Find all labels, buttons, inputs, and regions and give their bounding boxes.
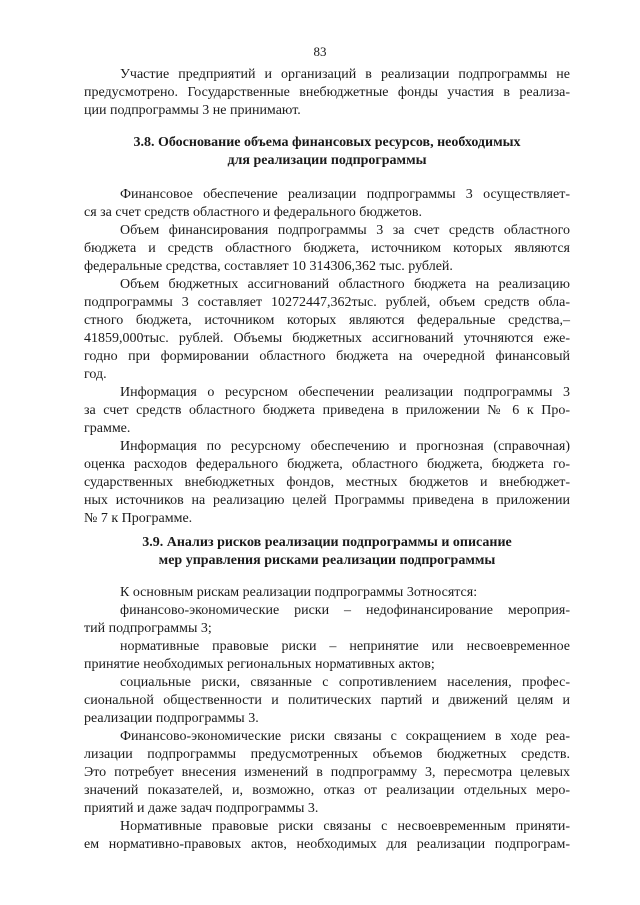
text-line: Информация о ресурсном обеспечении реализации подпрограммы 3 xyxy=(120,385,570,400)
paragraph-financing xyxy=(84,186,570,222)
text-line: лизации подпрограммы предусмотренных объемов бюджетных средств. xyxy=(84,747,570,762)
text-line: грамме. xyxy=(84,421,131,436)
page-number: 83 xyxy=(313,44,327,59)
text-line: Это потребует внесения изменений в подпрограмму 3, пересмотра целевых xyxy=(84,765,570,780)
paragraph-legal-risks xyxy=(84,638,570,674)
text-line: предусмотрено. Государственные внебюджетные фонды участия в реализа- xyxy=(84,85,570,100)
text-line: 41859,000тыс. рублей. Объемы бюджетных ассигнований уточняются еже- xyxy=(84,331,570,346)
text-line: сиональной общественности и политических партий и движений целям и xyxy=(84,693,570,708)
paragraph-financing-volume xyxy=(84,222,570,276)
text-line: К основным рискам реализации подпрограммы 3относятся: xyxy=(120,585,478,600)
heading-line: мер управления рисками реализации подпрограммы xyxy=(158,553,496,568)
text-line: подпрограммы 3 составляет 10272447,362тыс. рублей, объем средств обла- xyxy=(84,295,570,310)
text-line: Информация по ресурсному обеспечению и прогнозная (справочная) xyxy=(120,439,570,454)
heading-line: 3.8. Обоснование объема финансовых ресурсов, необходимых xyxy=(133,135,521,150)
text-line: принятие необходимых региональных нормативных актов; xyxy=(84,657,435,672)
heading-line: для реализации подпрограммы xyxy=(227,153,427,168)
text-line: финансово-экономические риски – недофинансирование мероприя- xyxy=(120,603,570,618)
text-line: нормативные правовые риски – непринятие или несвоевременное xyxy=(120,639,570,654)
text-line: реализации подпрограммы 3. xyxy=(84,711,259,726)
paragraph-forecast-info xyxy=(84,438,570,528)
paragraph-social-risks xyxy=(84,674,570,728)
text-line: значений показателей, и, возможно, отказ от реализации отдельных меро- xyxy=(84,783,570,798)
paragraph-participation xyxy=(84,66,570,120)
text-line: сударственных внебюджетных фондов, местных бюджетов и внебюджет- xyxy=(84,475,570,490)
paragraph-main-risks xyxy=(84,584,570,602)
text-line: приятий и даже задач подпрограммы 3. xyxy=(84,801,319,816)
paragraph-financial-risks-detail xyxy=(84,728,570,818)
text-line: Участие предприятий и организаций в реализации подпрограммы не xyxy=(120,67,570,82)
heading-line: 3.9. Анализ рисков реализации подпрограммы и описание xyxy=(142,535,512,550)
text-line: Финансовое обеспечение реализации подпрограммы 3 осуществляет- xyxy=(120,187,570,202)
text-line: № 7 к Программе. xyxy=(84,511,193,526)
text-line: ных источников на реализацию целей Программы приведена в приложении xyxy=(84,493,570,508)
text-line: год. xyxy=(84,367,107,382)
text-line: ем нормативно-правовых актов, необходимых для реализации подпрограм- xyxy=(84,837,570,852)
section-heading-3-9 xyxy=(84,534,570,570)
text-line: тий подпрограммы 3; xyxy=(84,621,212,636)
text-line: Финансово-экономические риски связаны с сокращением в ходе реа- xyxy=(120,729,570,744)
text-line: бюджета и средств областного бюджета, источником которых являются xyxy=(84,241,570,256)
text-line: за счет средств областного бюджета приведена в приложении № 6 к Про- xyxy=(84,403,570,418)
paragraph-budget-allocations xyxy=(84,276,570,384)
text-line: оценка расходов федерального бюджета, областного бюджета, бюджета го- xyxy=(84,457,570,472)
text-line: федеральные средства, составляет 10 314306,362 тыс. рублей. xyxy=(84,259,453,274)
text-line: ся за счет средств областного и федерального бюджетов. xyxy=(84,205,422,220)
text-line: Нормативные правовые риски связаны с несвоевременным приняти- xyxy=(120,819,570,834)
text-line: Объем бюджетных ассигнований областного бюджета на реализацию xyxy=(120,277,570,292)
paragraph-legal-risks-detail xyxy=(84,818,570,854)
section-heading-3-8 xyxy=(84,134,570,170)
paragraph-financial-risks xyxy=(84,602,570,638)
text-line: стного бюджета, источником которых являются федеральные средства,– xyxy=(84,313,570,328)
text-line: годно при формировании областного бюджета на очередной финансовый xyxy=(84,349,570,364)
text-line: социальные риски, связанные с сопротивлением населения, профес- xyxy=(120,675,570,690)
text-line: ции подпрограммы 3 не принимают. xyxy=(84,103,301,118)
text-line: Объем финансирования подпрограммы 3 за счет средств областного xyxy=(120,223,570,238)
paragraph-resource-info xyxy=(84,384,570,438)
